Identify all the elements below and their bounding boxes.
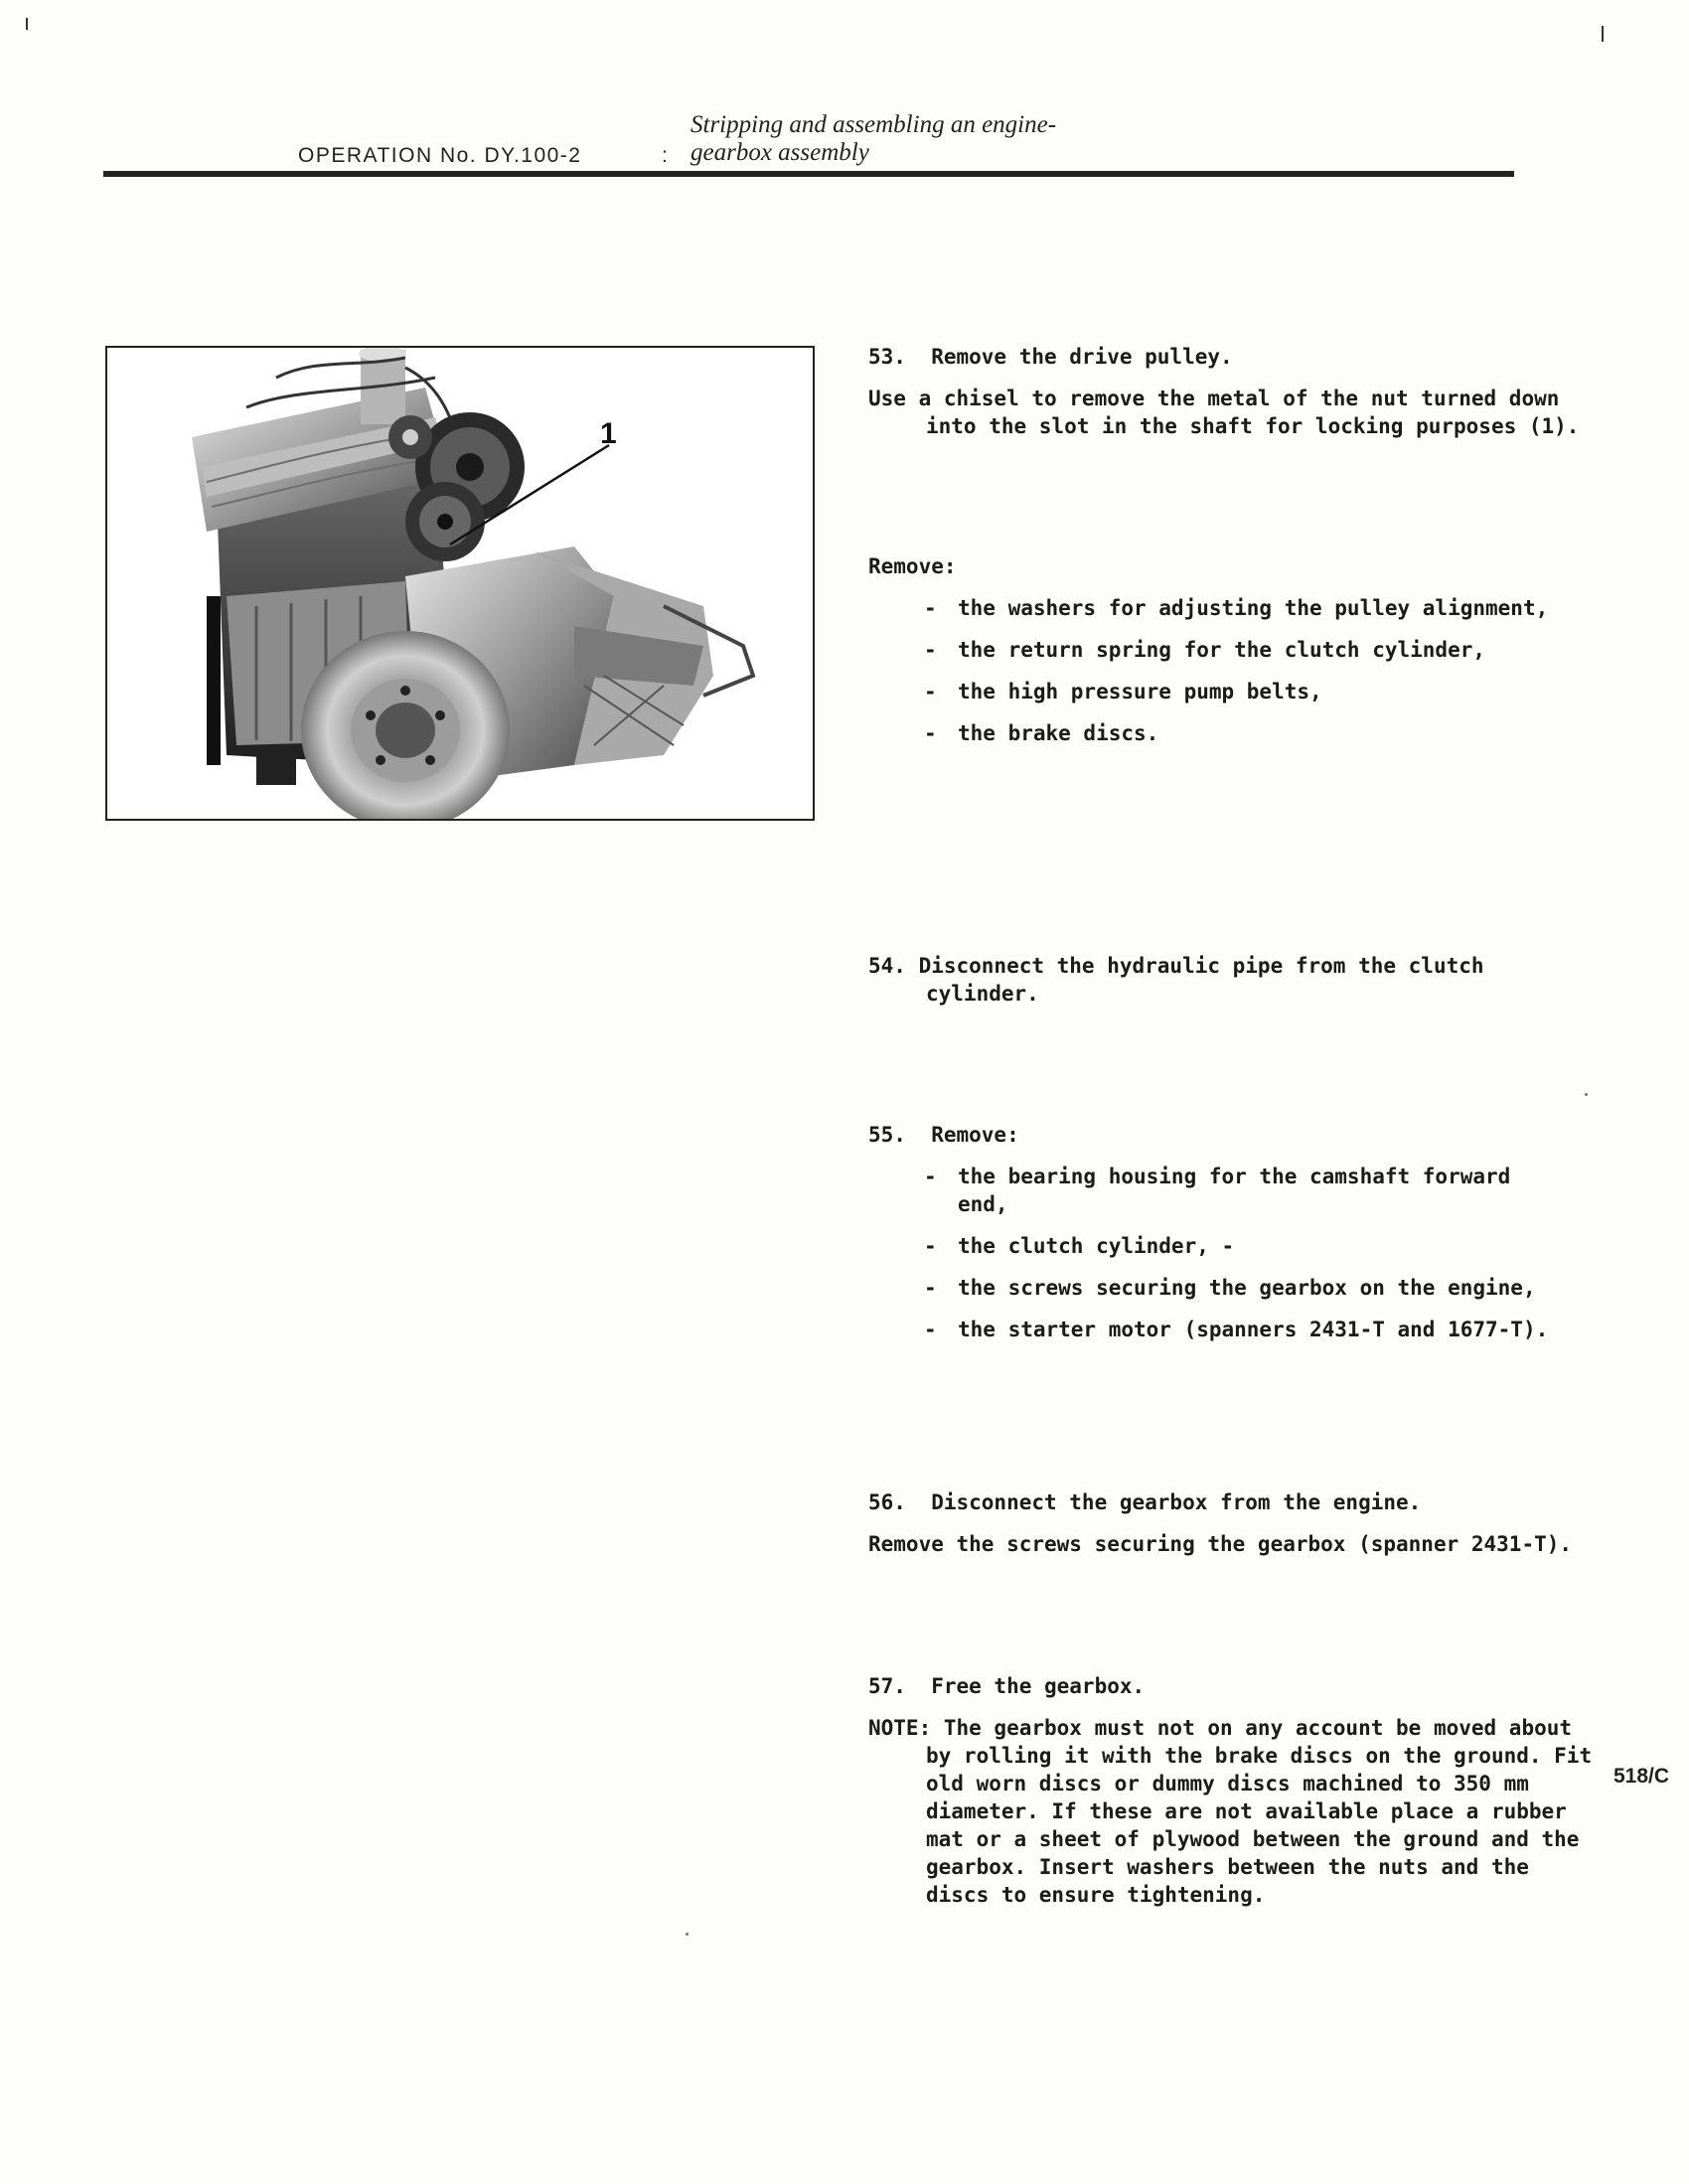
list-dash: - (924, 680, 937, 703)
list-item (924, 678, 1550, 705)
header-rule (103, 171, 1514, 177)
list-dash: - (924, 638, 937, 662)
list-dash: - (924, 1234, 937, 1258)
list-item-text: the screws securing the gearbox on the engine, (958, 1276, 1536, 1300)
list-dash: - (924, 1276, 937, 1300)
header-title (691, 111, 1207, 167)
step-55-heading: 55. Remove: (868, 1123, 1019, 1147)
step-53-remove-list (924, 594, 1550, 761)
figure-callout: 1 (600, 417, 617, 450)
list-item-text: the brake discs. (958, 721, 1159, 745)
scan-mark (26, 18, 28, 30)
list-item (924, 1316, 1550, 1343)
step-56-heading: 56. Disconnect the gearbox from the engine. (868, 1490, 1422, 1514)
list-item-text: the starter motor (spanners 2431-T and 1677-T). (958, 1318, 1549, 1341)
step-53-heading: 53. Remove the drive pulley. (868, 345, 1233, 369)
header-title-line2: gearbox assembly (691, 139, 869, 166)
list-item-text: the bearing housing for the camshaft forward end, (958, 1165, 1511, 1216)
scan-speck (686, 1933, 689, 1936)
list-item (924, 1274, 1550, 1302)
list-dash: - (924, 721, 937, 745)
scan-mark (1602, 26, 1604, 42)
engine-gearbox-figure (105, 346, 815, 821)
scan-speck (1585, 1093, 1588, 1096)
list-item-text: the return spring for the clutch cylinder, (958, 638, 1486, 662)
list-dash: - (924, 596, 937, 620)
step-57-heading: 57. Free the gearbox. (868, 1674, 1146, 1698)
list-item-text: the washers for adjusting the pulley alignment, (958, 596, 1549, 620)
list-dash: - (924, 1318, 937, 1341)
list-item (924, 1163, 1550, 1218)
step-53-instruction: Use a chisel to remove the metal of the nut turned down into the slot in the shaft for locking purposes (1). (868, 387, 1580, 438)
operation-number: OPERATION No. DY.100-2 (298, 144, 582, 167)
step-53-remove-label: Remove: (868, 554, 957, 578)
step-54-heading: 54. Disconnect the hydraulic pipe from the clutch cylinder. (868, 954, 1484, 1006)
header-separator: : (662, 144, 668, 167)
list-item (924, 594, 1550, 622)
step-57-note: NOTE: The gearbox must not on any account be moved about by rolling it with the brake discs on the ground. Fit old worn discs or dummy discs machined to 350 mm diameter. If these are not available place a rubber mat or a sheet of plywood between the ground and the gearbox. Insert washers between the nuts and the discs to ensure tightening. (868, 1716, 1593, 1907)
list-item-text: the clutch cylinder, - (958, 1234, 1235, 1258)
step-55-remove-list (924, 1163, 1550, 1357)
list-item (924, 636, 1550, 664)
engine-illustration (107, 348, 813, 819)
page-code: 518/C (1613, 1765, 1670, 1788)
list-dash: - (924, 1165, 937, 1188)
list-item (924, 1232, 1550, 1260)
header-title-line1: Stripping and assembling an engine- (691, 111, 1057, 138)
list-item-text: the high pressure pump belts, (958, 680, 1322, 703)
list-item (924, 719, 1550, 747)
step-56-instruction: Remove the screws securing the gearbox (spanner 2431-T). (868, 1532, 1573, 1556)
